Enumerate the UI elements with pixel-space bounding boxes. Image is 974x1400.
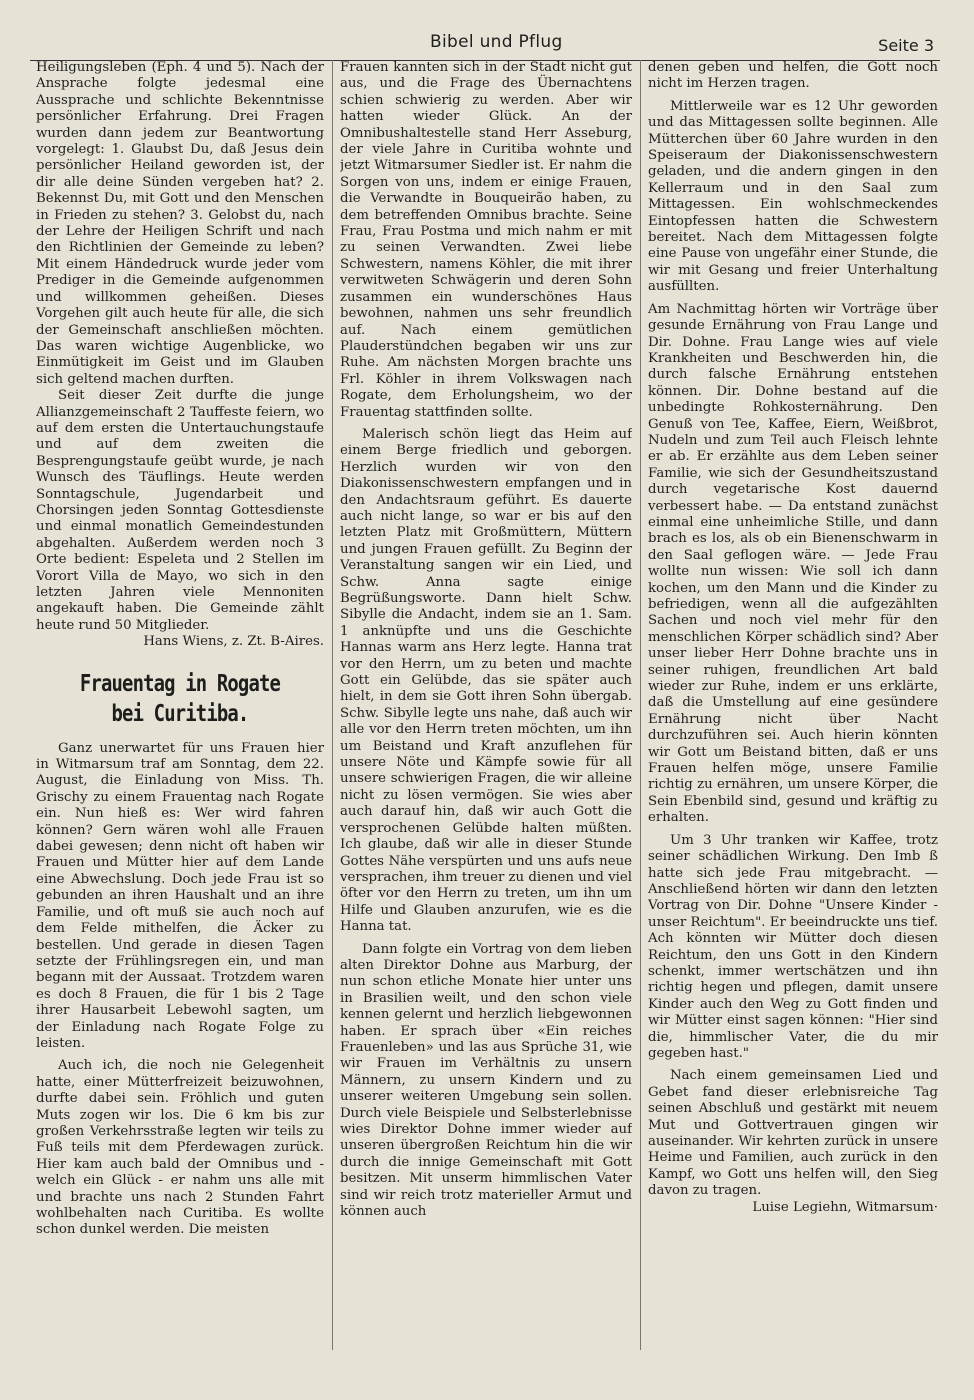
article-paragraph: Malerisch schön liegt das Heim auf einem Berge friedlich und geborgen. Herzlich wurden wir von den Diakonissenschwestern empfangen und in den Andachtsraum geführt. Es dauerte auch nicht lange, so war er bis auf den letzten Platz mit Großmüttern, Müttern und jungen Frauen gefüllt. Zu Beginn der Veranstaltung sangen wir ein Lied, und Schw. Anna sagte einige Begrüßungsworte. Dann hielt Schw. Sibylle die Andacht, indem sie an 1. Sam. 1 anknüpfte und uns die Geschichte Hannas warm ans Herz legte. Hanna trat vor den Herrn, um zu beten und machte Gott ein Gelübde, das sie später auch hielt, in dem sie Gott ihren Sohn übergab. Schw. Sibylle legte uns nahe, daß auch wir alle vor den Herrn treten möchten, um ihn um Beistand und Kraft anzuflehen für unsere Nöte und Kämpfe sowie für all unsere schwierigen Fragen, die wir alleine nicht zu lösen vermögen. Sie wies aber auch darauf hin, daß wir auch Gott die versprochenen Gelübde halten müßten. Ich glaube, daß wir alle in dieser Stunde Gottes Nähe verspürten und uns aufs neue versprachen, ihm treuer zu dienen und viel öfter vor den Herrn zu treten, um ihn um Hilfe und Glauben anzurufen, wie es die Hanna tat. bbox=[340, 426, 632, 935]
page-number: Seite 3 bbox=[878, 36, 934, 55]
article-paragraph: Auch ich, die noch nie Gelegenheit hatte, einer Mütterfreizeit beizuwohnen, durfte dabei sein. Fröhlich und guten Muts zogen wir los. Die 6 km bis zur großen Verkehrsstraße legten wir teils zu Fuß teils mit dem Pferdewagen zurück. Hier kam auch bald der Omnibus und - welch ein Glück - er nahm uns alle mit und brachte uns nach 2 Stunden Fahrt wohlbehalten nach Curitiba. Es wollte schon dunkel werden. Die meisten bbox=[36, 1058, 324, 1238]
column-2 bbox=[340, 60, 632, 1380]
article-paragraph: Um 3 Uhr tranken wir Kaffee, trotz seiner schädlichen Wirkung. Den Imb ß hatte sich jede Frau mitgebracht. — Anschließend hörten wir dann den letzten Vortrag von Dir. Dohne "Unsere Kinder - unser Reichtum". Er beeindruckte uns tief. Ach könnten wir Mütter doch diesen Reichtum, den uns Gott in den Kindern schenkt, immer wertschätzen und ihn richtig hegen und pflegen, damit unsere Kinder auch den Weg zu Gott finden und wir Mütter einst sagen können: "Hier sind die, himmlischer Vater, die du mir gegeben hast." bbox=[648, 832, 938, 1061]
column-divider bbox=[640, 60, 641, 1350]
article-paragraph: Nach einem gemeinsamen Lied und Gebet fand dieser erlebnisreiche Tag seinen Abschluß und gestärkt mit neuem Mut und Gottvertrauen gingen wir auseinander. Wir kehrten zurück in unsere Heime und Familien, auch zurück in den Kampf, wo Gott uns helfen will, den Sieg davon zu tragen. bbox=[648, 1068, 938, 1199]
article-paragraph: Ganz unerwartet für uns Frauen hier in Witmarsum traf am Sonntag, dem 22. August, die Einladung von Miss. Th. Grischy zu einem Frauentag nach Rogate ein. Nun hieß es: Wer wird fahren können? Gern wären wohl alle Frauen dabei gewesen; denn nicht oft haben wir Frauen und Mütter hier auf dem Lande eine Abwechslung. Doch jede Frau ist so gebunden an ihren Haushalt und an ihre Familie, und oft muß sie auch noch auf dem Felde mithelfen, die Äcker zu bestellen. Und gerade in diesen Tagen setzte der Frühlingsregen ein, und man begann mit der Aussaat. Trotzdem waren es doch 8 Frauen, die für 1 bis 2 Tage ihrer Hausarbeit Lebewohl sagten, um der Einladung nach Rogate Folge zu leisten. bbox=[36, 740, 324, 1051]
article-paragraph: Heiligungsleben (Eph. 4 und 5). Nach der Ansprache folgte jedesmal eine Aussprache und schlichte Bekenntnisse persönlicher Erfahrung. Drei Fragen wurden dann jedem zur Beantwortung vorgelegt: 1. Glaubst Du, daß Jesus dein persönlicher Heiland geworden ist, der dir alle deine Sünden vergeben hat? 2. Bekennst Du, mit Gott und den Menschen in Frieden zu stehen? 3. Gelobst du, nach der Lehre der Heiligen Schrift und nach den Richtlinien der Gemeinde zu leben? Mit einem Händedruck wurde jeder vom Prediger in die Gemeinde aufgenommen und willkommen geheißen. Dieses Vorgehen gilt auch heute für alle, die sich der Gemeinschaft anschließen möchten. Das waren wichtige Augenblicke, wo Einmütigkeit im Geist und im Glauben sich geltend machen durften. bbox=[36, 60, 324, 387]
article-paragraph: Seit dieser Zeit durfte die junge Allianzgemeinschaft 2 Tauffeste feiern, wo auf dem ersten die Untertauchungstaufe und auf dem zweiten die Besprengungstaufe geübt wurde, je nach Wunsch des Täuflings. Heute werden Sonntagschule, Jugendarbeit und Chorsingen jeden Sonntag Gottesdienste und einmal monatlich Gemeindestunden abgehalten. Außerdem werden noch 3 Orte bedient: Espeleta und 2 Stellen im Vorort Villa de Mayo, wo sich in den letzten Jahren viele Mennoniten angekauft haben. Die Gemeinde zählt heute rund 50 Mitglieder. bbox=[36, 388, 324, 633]
column-1 bbox=[36, 60, 324, 1380]
column-divider bbox=[332, 60, 333, 1350]
article-headline: Frauentag in Rogate bei Curitiba. bbox=[79, 670, 281, 727]
author-signature: Hans Wiens, z. Zt. B-Aires. bbox=[143, 634, 324, 650]
author-signature: Luise Legiehn, Witmarsum· bbox=[752, 1199, 938, 1215]
column-3 bbox=[648, 60, 938, 1380]
article-paragraph: Frauen kannten sich in der Stadt nicht gut aus, und die Frage des Übernachtens schien schwierig zu werden. Aber wir hatten wieder Glück. An der Omnibushaltestelle stand Herr Asseburg, der viele Jahre in Curitiba wohnte und jetzt Witmarsumer Siedler ist. Er nahm die Sorgen von uns, indem er einige Frauen, die Verwandte in Bouqueirão haben, zu dem betreffenden Omnibus brachte. Seine Frau, Frau Postma und mich nahm er mit zu seinen Verwandten. Zwei liebe Schwestern, namens Köhler, die mit ihrer verwitweten Schwägerin und deren Sohn zusammen ein wunderschönes Haus bewohnen, nahmen uns sehr freundlich auf. Nach einem gemütlichen Plauderstündchen begaben wir uns zur Ruhe. Am nächsten Morgen brachte uns Frl. Köhler in ihrem Volkswagen nach Rogate, dem Erholungsheim, wo der Frauentag stattfinden sollte. bbox=[340, 60, 632, 420]
article-paragraph: Am Nachmittag hörten wir Vorträge über gesunde Ernährung von Frau Lange und Dir. Dohne. Frau Lange wies auf viele Krankheiten und Beschwerden hin, die durch falsche Ernährung entstehen können. Dir. Dohne bestand auf die unbedingte Rohkosternährung. Den Genuß von Tee, Kaffee, Eiern, Weißbrot, Nudeln und zum Teil auch Fleisch lehnte er ab. Er erzählte aus dem Leben seiner Familie, wie sich der Gesundheitszustand durch vegetarische Kost dauernd verbessert habe. — Da entstand zunächst einmal eine unheimliche Stille, und dann brach es los, als ob ein Bienenschwarm in den Saal geflogen wäre. — Jede Frau wollte nun wissen: Wie soll ich dann kochen, um den Mann und die Kinder zu befriedigen, wenn all die aufgezählten Sachen und noch viel mehr für den menschlichen Körper schädlich sind? Aber unser lieber Herr Dohne brachte uns in seiner ruhigen, freundlichen Art bald wieder zur Ruhe, indem er uns erklärte, daß die Umstellung auf eine gesündere Ernährung nicht über Nacht durchzuführen sei. Auch hierin könnten wir Gott um Beistand bitten, daß er uns Frauen helfen möge, unsere Familie richtig zu ernähren, um unsere Körper, die Sein Ebenbild sind, gesund und kräftig zu erhalten. bbox=[648, 301, 938, 826]
page-header bbox=[30, 30, 940, 61]
publication-title: Bibel und Pflug bbox=[430, 32, 563, 52]
article-paragraph: Mittlerweile war es 12 Uhr geworden und das Mittagessen sollte beginnen. Alle Mütterchen über 60 Jahre wurden in den Speiseraum der Diakonissenschwestern geladen, und die andern gingen in den Kellerraum und in den Saal zum Mittagessen. Ein wohlschmeckendes Eintopfessen hatten die Schwestern bereitet. Nach dem Mittagessen folgte eine Pause von ungefähr einer Stunde, die wir mit Gesang und freier Unterhaltung ausfüllten. bbox=[648, 98, 938, 295]
article-paragraph: denen geben und helfen, die Gott noch nicht im Herzen tragen. bbox=[648, 60, 938, 92]
article-paragraph: Dann folgte ein Vortrag von dem lieben alten Direktor Dohne aus Marburg, der nun schon etliche Monate hier unter uns in Brasilien weilt, und den schon viele kennen gelernt und herzlich liebgewonnen haben. Er sprach über «Ein reiches Frauenleben» und las aus Sprüche 31, wie wir Frauen im Verhältnis zu unsern Männern, zu unsern Kindern und zu unserer weiteren Umgebung sein sollen. Durch viele Beispiele und Selbsterlebnisse wies Direktor Dohne immer wieder auf unseren übergroßen Reichtum hin die wir durch die innige Gemeinschaft mit Gott besitzen. Mit unserm himmlischen Vater sind wir reich trotz materieller Armut und können auch bbox=[340, 941, 632, 1220]
